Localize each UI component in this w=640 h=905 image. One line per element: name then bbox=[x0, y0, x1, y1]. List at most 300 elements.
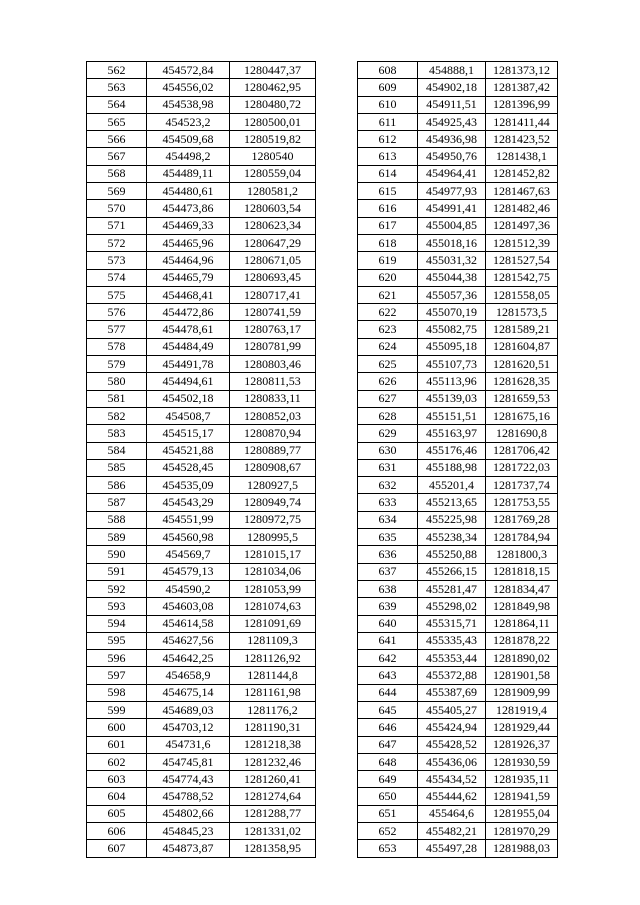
y-coordinate-cell: 1281970,29 bbox=[486, 823, 558, 840]
x-coordinate-cell: 455266,15 bbox=[418, 563, 486, 580]
y-coordinate-cell: 1280889,77 bbox=[230, 442, 316, 459]
y-coordinate-cell: 1281331,02 bbox=[230, 823, 316, 840]
x-coordinate-cell: 455044,38 bbox=[418, 269, 486, 286]
table-row bbox=[87, 771, 316, 788]
x-coordinate-cell: 455095,18 bbox=[418, 338, 486, 355]
table-row bbox=[358, 62, 558, 79]
table-row bbox=[358, 269, 558, 286]
x-coordinate-cell: 454569,7 bbox=[147, 546, 230, 563]
point-number-cell: 607 bbox=[87, 840, 147, 857]
x-coordinate-cell: 454572,84 bbox=[147, 62, 230, 79]
table-row bbox=[358, 823, 558, 840]
table-row bbox=[358, 667, 558, 684]
table-row bbox=[358, 96, 558, 113]
y-coordinate-cell: 1281675,16 bbox=[486, 407, 558, 424]
table-row bbox=[358, 615, 558, 632]
table-row bbox=[87, 823, 316, 840]
table-row bbox=[87, 459, 316, 476]
y-coordinate-cell: 1281935,11 bbox=[486, 771, 558, 788]
x-coordinate-cell: 454873,87 bbox=[147, 840, 230, 857]
x-coordinate-cell: 454473,86 bbox=[147, 200, 230, 217]
y-coordinate-cell: 1280693,45 bbox=[230, 269, 316, 286]
y-coordinate-cell: 1281878,22 bbox=[486, 632, 558, 649]
table-row bbox=[358, 511, 558, 528]
point-number-cell: 620 bbox=[358, 269, 418, 286]
x-coordinate-cell: 455139,03 bbox=[418, 390, 486, 407]
y-coordinate-cell: 1280540 bbox=[230, 148, 316, 165]
table-row bbox=[358, 719, 558, 736]
y-coordinate-cell: 1281053,99 bbox=[230, 580, 316, 597]
x-coordinate-cell: 454502,18 bbox=[147, 390, 230, 407]
y-coordinate-cell: 1280519,82 bbox=[230, 131, 316, 148]
x-coordinate-cell: 455188,98 bbox=[418, 459, 486, 476]
table-row bbox=[358, 805, 558, 822]
x-coordinate-cell: 454528,45 bbox=[147, 459, 230, 476]
table-row bbox=[358, 304, 558, 321]
x-coordinate-cell: 455335,43 bbox=[418, 632, 486, 649]
point-number-cell: 639 bbox=[358, 598, 418, 615]
table-row bbox=[87, 667, 316, 684]
x-coordinate-cell: 455031,32 bbox=[418, 252, 486, 269]
x-coordinate-cell: 455372,88 bbox=[418, 667, 486, 684]
table-row bbox=[87, 165, 316, 182]
table-row bbox=[87, 234, 316, 251]
y-coordinate-cell: 1281926,37 bbox=[486, 736, 558, 753]
point-number-cell: 611 bbox=[358, 113, 418, 130]
y-coordinate-cell: 1281955,04 bbox=[486, 805, 558, 822]
point-number-cell: 604 bbox=[87, 788, 147, 805]
y-coordinate-cell: 1280870,94 bbox=[230, 425, 316, 442]
table-row bbox=[87, 338, 316, 355]
table-row bbox=[87, 79, 316, 96]
y-coordinate-cell: 1280581,2 bbox=[230, 183, 316, 200]
x-coordinate-cell: 455163,97 bbox=[418, 425, 486, 442]
x-coordinate-cell: 454551,99 bbox=[147, 511, 230, 528]
y-coordinate-cell: 1281126,92 bbox=[230, 650, 316, 667]
x-coordinate-cell: 454925,43 bbox=[418, 113, 486, 130]
x-coordinate-cell: 455436,06 bbox=[418, 753, 486, 770]
table-row bbox=[358, 494, 558, 511]
y-coordinate-cell: 1281411,44 bbox=[486, 113, 558, 130]
point-number-cell: 574 bbox=[87, 269, 147, 286]
x-coordinate-cell: 454489,11 bbox=[147, 165, 230, 182]
point-number-cell: 646 bbox=[358, 719, 418, 736]
point-number-cell: 599 bbox=[87, 701, 147, 718]
table-row bbox=[358, 529, 558, 546]
table-row bbox=[87, 183, 316, 200]
x-coordinate-cell: 454508,7 bbox=[147, 407, 230, 424]
point-number-cell: 618 bbox=[358, 234, 418, 251]
y-coordinate-cell: 1281589,21 bbox=[486, 321, 558, 338]
table-row bbox=[87, 148, 316, 165]
point-number-cell: 566 bbox=[87, 131, 147, 148]
x-coordinate-cell: 454614,58 bbox=[147, 615, 230, 632]
y-coordinate-cell: 1281176,2 bbox=[230, 701, 316, 718]
table-row bbox=[358, 477, 558, 494]
table-row bbox=[87, 390, 316, 407]
table-row bbox=[358, 356, 558, 373]
x-coordinate-cell: 454484,49 bbox=[147, 338, 230, 355]
point-number-cell: 629 bbox=[358, 425, 418, 442]
table-row bbox=[87, 425, 316, 442]
table-row bbox=[358, 736, 558, 753]
y-coordinate-cell: 1281512,39 bbox=[486, 234, 558, 251]
table-row bbox=[358, 684, 558, 701]
x-coordinate-cell: 454543,29 bbox=[147, 494, 230, 511]
x-coordinate-cell: 455201,4 bbox=[418, 477, 486, 494]
table-row bbox=[358, 650, 558, 667]
point-number-cell: 626 bbox=[358, 373, 418, 390]
point-number-cell: 575 bbox=[87, 286, 147, 303]
y-coordinate-cell: 1281909,99 bbox=[486, 684, 558, 701]
y-coordinate-cell: 1281834,47 bbox=[486, 580, 558, 597]
point-number-cell: 635 bbox=[358, 529, 418, 546]
x-coordinate-cell: 455176,46 bbox=[418, 442, 486, 459]
point-number-cell: 632 bbox=[358, 477, 418, 494]
point-number-cell: 652 bbox=[358, 823, 418, 840]
table-row bbox=[87, 62, 316, 79]
y-coordinate-cell: 1281558,05 bbox=[486, 286, 558, 303]
point-number-cell: 616 bbox=[358, 200, 418, 217]
point-number-cell: 653 bbox=[358, 840, 418, 857]
y-coordinate-cell: 1280623,34 bbox=[230, 217, 316, 234]
table-row bbox=[358, 563, 558, 580]
x-coordinate-cell: 455428,52 bbox=[418, 736, 486, 753]
x-coordinate-cell: 454774,43 bbox=[147, 771, 230, 788]
point-number-cell: 587 bbox=[87, 494, 147, 511]
y-coordinate-cell: 1281373,12 bbox=[486, 62, 558, 79]
x-coordinate-cell: 454902,18 bbox=[418, 79, 486, 96]
point-number-cell: 595 bbox=[87, 632, 147, 649]
table-row bbox=[87, 840, 316, 857]
y-coordinate-cell: 1281628,35 bbox=[486, 373, 558, 390]
table-row bbox=[358, 425, 558, 442]
point-number-cell: 634 bbox=[358, 511, 418, 528]
point-number-cell: 623 bbox=[358, 321, 418, 338]
point-number-cell: 596 bbox=[87, 650, 147, 667]
point-number-cell: 651 bbox=[358, 805, 418, 822]
point-number-cell: 603 bbox=[87, 771, 147, 788]
x-coordinate-cell: 454491,78 bbox=[147, 356, 230, 373]
y-coordinate-cell: 1281620,51 bbox=[486, 356, 558, 373]
y-coordinate-cell: 1281690,8 bbox=[486, 425, 558, 442]
x-coordinate-cell: 455057,36 bbox=[418, 286, 486, 303]
y-coordinate-cell: 1280462,95 bbox=[230, 79, 316, 96]
point-number-cell: 572 bbox=[87, 234, 147, 251]
y-coordinate-cell: 1280741,59 bbox=[230, 304, 316, 321]
x-coordinate-cell: 454627,56 bbox=[147, 632, 230, 649]
x-coordinate-cell: 455353,44 bbox=[418, 650, 486, 667]
y-coordinate-cell: 1280447,37 bbox=[230, 62, 316, 79]
table-row bbox=[87, 477, 316, 494]
x-coordinate-cell: 454802,66 bbox=[147, 805, 230, 822]
y-coordinate-cell: 1281161,98 bbox=[230, 684, 316, 701]
point-number-cell: 569 bbox=[87, 183, 147, 200]
point-number-cell: 614 bbox=[358, 165, 418, 182]
y-coordinate-cell: 1281091,69 bbox=[230, 615, 316, 632]
point-number-cell: 615 bbox=[358, 183, 418, 200]
table-row bbox=[358, 546, 558, 563]
point-number-cell: 627 bbox=[358, 390, 418, 407]
x-coordinate-cell: 454658,9 bbox=[147, 667, 230, 684]
y-coordinate-cell: 1281941,59 bbox=[486, 788, 558, 805]
y-coordinate-cell: 1281232,46 bbox=[230, 753, 316, 770]
table-row bbox=[87, 788, 316, 805]
table-row bbox=[87, 407, 316, 424]
table-row bbox=[358, 131, 558, 148]
point-number-cell: 593 bbox=[87, 598, 147, 615]
table-row bbox=[87, 736, 316, 753]
x-coordinate-cell: 454556,02 bbox=[147, 79, 230, 96]
table-row bbox=[87, 269, 316, 286]
x-coordinate-cell: 454703,12 bbox=[147, 719, 230, 736]
table-row bbox=[358, 148, 558, 165]
point-number-cell: 571 bbox=[87, 217, 147, 234]
point-number-cell: 649 bbox=[358, 771, 418, 788]
table-row bbox=[87, 632, 316, 649]
y-coordinate-cell: 1280781,99 bbox=[230, 338, 316, 355]
table-row bbox=[87, 304, 316, 321]
point-number-cell: 565 bbox=[87, 113, 147, 130]
x-coordinate-cell: 455107,73 bbox=[418, 356, 486, 373]
x-coordinate-cell: 454494,61 bbox=[147, 373, 230, 390]
x-coordinate-cell: 454464,96 bbox=[147, 252, 230, 269]
table-row bbox=[87, 615, 316, 632]
x-coordinate-cell: 454560,98 bbox=[147, 529, 230, 546]
x-coordinate-cell: 455113,96 bbox=[418, 373, 486, 390]
point-number-cell: 648 bbox=[358, 753, 418, 770]
x-coordinate-cell: 454888,1 bbox=[418, 62, 486, 79]
x-coordinate-cell: 454964,41 bbox=[418, 165, 486, 182]
point-number-cell: 636 bbox=[358, 546, 418, 563]
y-coordinate-cell: 1281753,55 bbox=[486, 494, 558, 511]
table-row bbox=[87, 511, 316, 528]
x-coordinate-cell: 454936,98 bbox=[418, 131, 486, 148]
y-coordinate-cell: 1281722,03 bbox=[486, 459, 558, 476]
x-coordinate-cell: 454538,98 bbox=[147, 96, 230, 113]
table-row bbox=[358, 200, 558, 217]
point-number-cell: 628 bbox=[358, 407, 418, 424]
point-number-cell: 638 bbox=[358, 580, 418, 597]
point-number-cell: 647 bbox=[358, 736, 418, 753]
point-number-cell: 613 bbox=[358, 148, 418, 165]
point-number-cell: 606 bbox=[87, 823, 147, 840]
x-coordinate-cell: 454950,76 bbox=[418, 148, 486, 165]
y-coordinate-cell: 1281482,46 bbox=[486, 200, 558, 217]
table-row bbox=[358, 771, 558, 788]
y-coordinate-cell: 1281190,31 bbox=[230, 719, 316, 736]
table-row bbox=[87, 113, 316, 130]
x-coordinate-cell: 454465,96 bbox=[147, 234, 230, 251]
x-coordinate-cell: 455070,19 bbox=[418, 304, 486, 321]
point-number-cell: 597 bbox=[87, 667, 147, 684]
y-coordinate-cell: 1280763,17 bbox=[230, 321, 316, 338]
point-number-cell: 573 bbox=[87, 252, 147, 269]
table-row bbox=[358, 701, 558, 718]
x-coordinate-cell: 454465,79 bbox=[147, 269, 230, 286]
y-coordinate-cell: 1280559,04 bbox=[230, 165, 316, 182]
y-coordinate-cell: 1281659,53 bbox=[486, 390, 558, 407]
table-row bbox=[358, 321, 558, 338]
point-number-cell: 605 bbox=[87, 805, 147, 822]
x-coordinate-cell: 454478,61 bbox=[147, 321, 230, 338]
point-number-cell: 576 bbox=[87, 304, 147, 321]
point-number-cell: 598 bbox=[87, 684, 147, 701]
y-coordinate-cell: 1281274,64 bbox=[230, 788, 316, 805]
point-number-cell: 610 bbox=[358, 96, 418, 113]
x-coordinate-cell: 455225,98 bbox=[418, 511, 486, 528]
table-row bbox=[358, 183, 558, 200]
x-coordinate-cell: 455434,52 bbox=[418, 771, 486, 788]
y-coordinate-cell: 1281452,82 bbox=[486, 165, 558, 182]
x-coordinate-cell: 454469,33 bbox=[147, 217, 230, 234]
x-coordinate-cell: 454468,41 bbox=[147, 286, 230, 303]
y-coordinate-cell: 1281864,11 bbox=[486, 615, 558, 632]
x-coordinate-cell: 454509,68 bbox=[147, 131, 230, 148]
x-coordinate-cell: 455444,62 bbox=[418, 788, 486, 805]
y-coordinate-cell: 1281542,75 bbox=[486, 269, 558, 286]
coordinates-table-right bbox=[357, 61, 558, 858]
point-number-cell: 650 bbox=[358, 788, 418, 805]
table-row bbox=[358, 598, 558, 615]
table-row bbox=[358, 79, 558, 96]
x-coordinate-cell: 455387,69 bbox=[418, 684, 486, 701]
y-coordinate-cell: 1280500,01 bbox=[230, 113, 316, 130]
x-coordinate-cell: 454579,13 bbox=[147, 563, 230, 580]
table-row bbox=[358, 338, 558, 355]
table-row bbox=[87, 200, 316, 217]
x-coordinate-cell: 455213,65 bbox=[418, 494, 486, 511]
point-number-cell: 631 bbox=[358, 459, 418, 476]
point-number-cell: 584 bbox=[87, 442, 147, 459]
point-number-cell: 637 bbox=[358, 563, 418, 580]
y-coordinate-cell: 1281467,63 bbox=[486, 183, 558, 200]
point-number-cell: 567 bbox=[87, 148, 147, 165]
y-coordinate-cell: 1281737,74 bbox=[486, 477, 558, 494]
point-number-cell: 586 bbox=[87, 477, 147, 494]
y-coordinate-cell: 1281800,3 bbox=[486, 546, 558, 563]
y-coordinate-cell: 1281260,41 bbox=[230, 771, 316, 788]
point-number-cell: 563 bbox=[87, 79, 147, 96]
table-row bbox=[358, 217, 558, 234]
table-row bbox=[87, 546, 316, 563]
point-number-cell: 644 bbox=[358, 684, 418, 701]
table-row bbox=[358, 390, 558, 407]
x-coordinate-cell: 454689,03 bbox=[147, 701, 230, 718]
table-row bbox=[358, 442, 558, 459]
point-number-cell: 601 bbox=[87, 736, 147, 753]
table-row bbox=[358, 234, 558, 251]
table-row bbox=[358, 580, 558, 597]
y-coordinate-cell: 1281769,28 bbox=[486, 511, 558, 528]
x-coordinate-cell: 454731,6 bbox=[147, 736, 230, 753]
table-row bbox=[87, 563, 316, 580]
x-coordinate-cell: 455250,88 bbox=[418, 546, 486, 563]
x-coordinate-cell: 455151,51 bbox=[418, 407, 486, 424]
table-row bbox=[87, 252, 316, 269]
point-number-cell: 630 bbox=[358, 442, 418, 459]
table-row bbox=[87, 321, 316, 338]
y-coordinate-cell: 1281901,58 bbox=[486, 667, 558, 684]
point-number-cell: 641 bbox=[358, 632, 418, 649]
table-row bbox=[358, 753, 558, 770]
y-coordinate-cell: 1281144,8 bbox=[230, 667, 316, 684]
table-row bbox=[87, 805, 316, 822]
x-coordinate-cell: 454515,17 bbox=[147, 425, 230, 442]
point-number-cell: 625 bbox=[358, 356, 418, 373]
y-coordinate-cell: 1281438,1 bbox=[486, 148, 558, 165]
y-coordinate-cell: 1281706,42 bbox=[486, 442, 558, 459]
y-coordinate-cell: 1281929,44 bbox=[486, 719, 558, 736]
point-number-cell: 640 bbox=[358, 615, 418, 632]
point-number-cell: 633 bbox=[358, 494, 418, 511]
y-coordinate-cell: 1280927,5 bbox=[230, 477, 316, 494]
table-row bbox=[358, 840, 558, 857]
point-number-cell: 580 bbox=[87, 373, 147, 390]
point-number-cell: 591 bbox=[87, 563, 147, 580]
table-row bbox=[358, 252, 558, 269]
table-row bbox=[87, 753, 316, 770]
table-row bbox=[87, 529, 316, 546]
table-row bbox=[358, 632, 558, 649]
y-coordinate-cell: 1281288,77 bbox=[230, 805, 316, 822]
x-coordinate-cell: 454603,08 bbox=[147, 598, 230, 615]
y-coordinate-cell: 1281497,36 bbox=[486, 217, 558, 234]
y-coordinate-cell: 1281784,94 bbox=[486, 529, 558, 546]
x-coordinate-cell: 454523,2 bbox=[147, 113, 230, 130]
x-coordinate-cell: 454745,81 bbox=[147, 753, 230, 770]
table-row bbox=[358, 407, 558, 424]
y-coordinate-cell: 1281109,3 bbox=[230, 632, 316, 649]
point-number-cell: 594 bbox=[87, 615, 147, 632]
table-row bbox=[358, 373, 558, 390]
x-coordinate-cell: 454911,51 bbox=[418, 96, 486, 113]
x-coordinate-cell: 454788,52 bbox=[147, 788, 230, 805]
y-coordinate-cell: 1281387,42 bbox=[486, 79, 558, 96]
table-row bbox=[358, 165, 558, 182]
y-coordinate-cell: 1281930,59 bbox=[486, 753, 558, 770]
table-row bbox=[87, 286, 316, 303]
table-row bbox=[87, 684, 316, 701]
x-coordinate-cell: 454845,23 bbox=[147, 823, 230, 840]
x-coordinate-cell: 454498,2 bbox=[147, 148, 230, 165]
point-number-cell: 592 bbox=[87, 580, 147, 597]
y-coordinate-cell: 1281358,95 bbox=[230, 840, 316, 857]
table-row bbox=[358, 788, 558, 805]
y-coordinate-cell: 1281218,38 bbox=[230, 736, 316, 753]
x-coordinate-cell: 455497,28 bbox=[418, 840, 486, 857]
point-number-cell: 600 bbox=[87, 719, 147, 736]
x-coordinate-cell: 455004,85 bbox=[418, 217, 486, 234]
x-coordinate-cell: 455464,6 bbox=[418, 805, 486, 822]
y-coordinate-cell: 1280803,46 bbox=[230, 356, 316, 373]
table-row bbox=[358, 113, 558, 130]
y-coordinate-cell: 1280603,54 bbox=[230, 200, 316, 217]
y-coordinate-cell: 1280908,67 bbox=[230, 459, 316, 476]
point-number-cell: 642 bbox=[358, 650, 418, 667]
table-row bbox=[87, 719, 316, 736]
x-coordinate-cell: 454642,25 bbox=[147, 650, 230, 667]
point-number-cell: 643 bbox=[358, 667, 418, 684]
table-row bbox=[358, 459, 558, 476]
table-row bbox=[87, 96, 316, 113]
x-coordinate-cell: 454991,41 bbox=[418, 200, 486, 217]
point-number-cell: 578 bbox=[87, 338, 147, 355]
y-coordinate-cell: 1281074,63 bbox=[230, 598, 316, 615]
point-number-cell: 581 bbox=[87, 390, 147, 407]
y-coordinate-cell: 1281573,5 bbox=[486, 304, 558, 321]
x-coordinate-cell: 455281,47 bbox=[418, 580, 486, 597]
